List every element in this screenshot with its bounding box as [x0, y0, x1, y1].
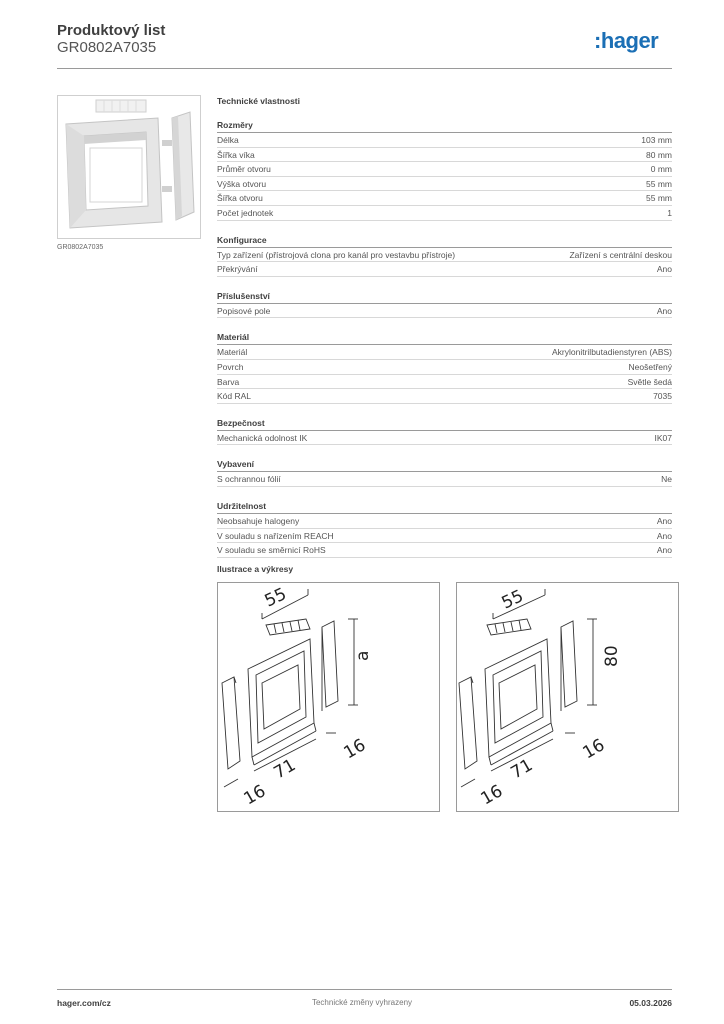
dim-depth: 16 — [579, 735, 609, 764]
spec-value: IK07 — [654, 432, 672, 443]
spec-label: Délka — [217, 135, 239, 145]
dim-top: 55 — [261, 584, 290, 612]
spec-section-title: Konfigurace — [217, 233, 672, 248]
dim-side: a — [353, 650, 373, 661]
spec-section — [217, 289, 672, 319]
spec-value: Ano — [656, 545, 672, 556]
spec-section-title: Materiál — [217, 330, 672, 345]
spec-label: Typ zařízení (přístrojová clona pro kanál pro vestavbu přístroje) — [217, 249, 456, 260]
spec-value: Ne — [661, 474, 672, 485]
spec-value: Zařízení s centrální deskou — [569, 249, 672, 260]
spec-sections — [217, 118, 672, 558]
spec-row — [217, 206, 672, 221]
spec-row — [217, 148, 672, 163]
spec-row — [217, 431, 672, 446]
drawing-1-svg — [218, 583, 439, 811]
spec-label: Počet jednotek — [217, 207, 274, 218]
header-divider — [57, 68, 672, 69]
spec-label: Šířka otvoru — [217, 193, 263, 204]
spec-row — [217, 304, 672, 319]
spec-row — [217, 514, 672, 529]
spec-section — [217, 416, 672, 446]
spec-section — [217, 457, 672, 487]
spec-section — [217, 233, 672, 277]
spec-label: Průměr otvoru — [217, 164, 271, 175]
hager-logo — [594, 28, 674, 54]
spec-value: Ano — [656, 264, 672, 275]
spec-value: 55 mm — [646, 178, 672, 189]
spec-value: 80 mm — [646, 149, 672, 160]
spec-value: Světle šedá — [627, 376, 672, 387]
footer-website-link[interactable]: hager.com/cz — [57, 998, 111, 1008]
document-type: Produktový list — [57, 22, 166, 39]
spec-label: Kód RAL — [217, 391, 252, 402]
footer-divider — [57, 989, 672, 990]
spec-label: S ochrannou fólií — [217, 474, 281, 485]
spec-value: 0 mm — [650, 164, 672, 175]
spec-label: Neobsahuje halogeny — [217, 515, 300, 526]
product-image-caption: GR0802A7035 — [57, 244, 104, 251]
logo-text: :hager — [594, 28, 659, 53]
spec-label: Materiál — [217, 347, 248, 358]
spec-row — [217, 248, 672, 263]
footer-note: Technické změny vyhrazeny — [311, 998, 413, 1007]
technical-specifications — [217, 96, 672, 570]
spec-row — [217, 133, 672, 148]
dim-top: 55 — [498, 586, 527, 614]
spec-row — [217, 543, 672, 558]
spec-value: Neošetřený — [628, 361, 672, 372]
spec-section — [217, 499, 672, 558]
spec-section-title: Rozměry — [217, 118, 672, 133]
product-frame-illustration — [58, 96, 200, 238]
footer-date: 05.03.2026 — [629, 998, 672, 1008]
spec-title: Technické vlastnosti — [217, 96, 300, 106]
spec-label: Mechanická odolnost IK — [217, 432, 308, 443]
spec-label: Šířka víka — [217, 149, 255, 160]
spec-label: V souladu se směrnicí RoHS — [217, 545, 326, 556]
spec-value: Ano — [656, 515, 672, 526]
spec-value: 7035 — [653, 391, 672, 402]
spec-row — [217, 389, 672, 404]
dim-depth: 16 — [340, 735, 370, 764]
drawing-2-svg — [457, 583, 678, 811]
spec-value: 55 mm — [646, 193, 672, 204]
spec-row — [217, 262, 672, 277]
spec-label: Popisové pole — [217, 305, 271, 316]
spec-value: 1 — [667, 207, 672, 218]
spec-section-title: Udržitelnost — [217, 499, 672, 514]
illustrations-title: Ilustrace a výkresy — [217, 564, 294, 574]
technical-drawing-2 — [456, 582, 679, 812]
spec-label: Barva — [217, 376, 240, 387]
dim-width: 71 — [507, 755, 537, 784]
spec-label: Výška otvoru — [217, 178, 267, 189]
spec-label: Překrývání — [217, 264, 258, 275]
spec-row — [217, 177, 672, 192]
spec-value: Akrylonitrilbutadienstyren (ABS) — [552, 347, 672, 358]
spec-section — [217, 118, 672, 221]
dim-width: 71 — [270, 755, 300, 784]
spec-section-title: Vybavení — [217, 457, 672, 472]
spec-row — [217, 375, 672, 390]
spec-row — [217, 345, 672, 360]
technical-drawing-1 — [217, 582, 440, 812]
spec-value: Ano — [656, 305, 672, 316]
spec-row — [217, 360, 672, 375]
spec-value: 103 mm — [641, 135, 672, 145]
spec-section-title: Bezpečnost — [217, 416, 672, 431]
spec-row — [217, 162, 672, 177]
spec-row — [217, 529, 672, 544]
product-image — [57, 95, 201, 239]
spec-section — [217, 330, 672, 403]
spec-row — [217, 472, 672, 487]
spec-section-title: Příslušenství — [217, 289, 672, 304]
dim-left: 16 — [240, 781, 270, 810]
spec-value: Ano — [656, 530, 672, 541]
product-code: GR0802A7035 — [57, 39, 157, 56]
spec-label: Povrch — [217, 361, 244, 372]
dim-left: 16 — [477, 781, 507, 810]
spec-row — [217, 191, 672, 206]
spec-label: V souladu s nařízením REACH — [217, 530, 334, 541]
dim-side: 80 — [602, 645, 622, 667]
